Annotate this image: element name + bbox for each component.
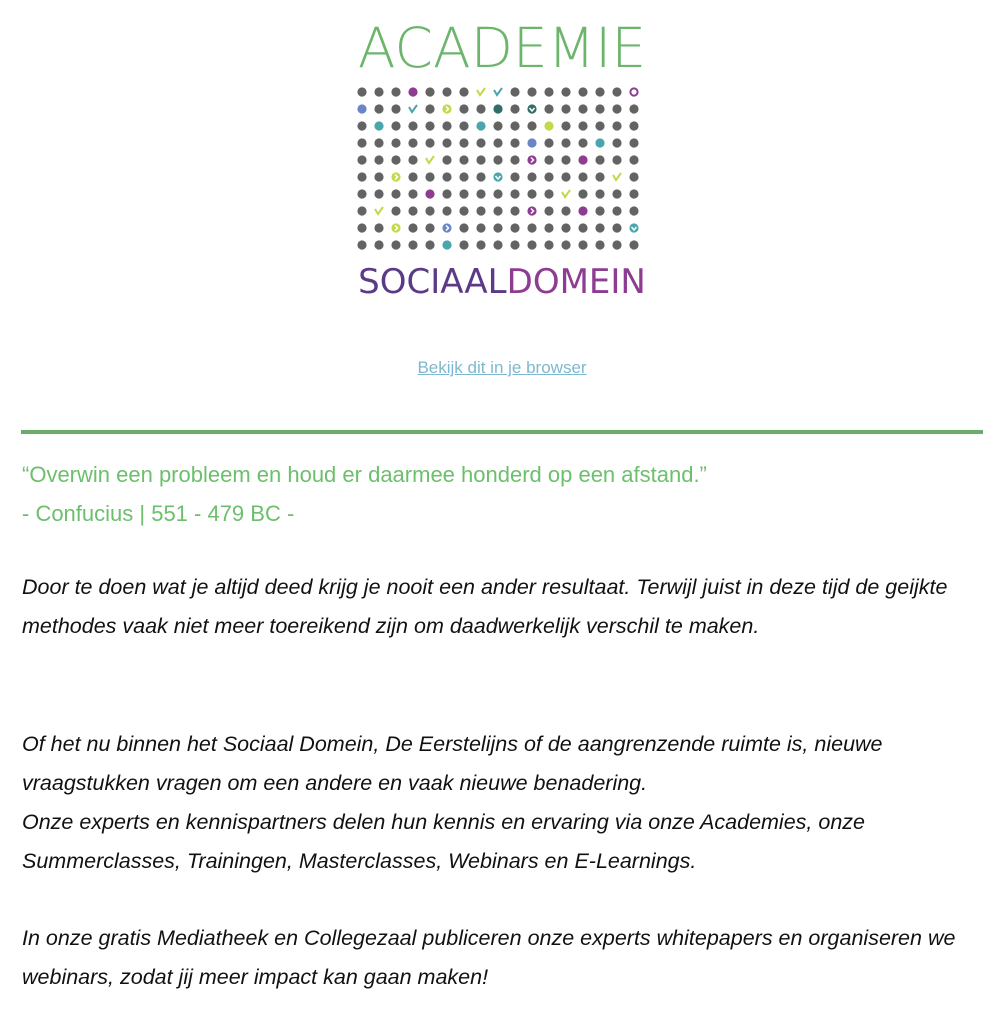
logo-dot bbox=[391, 121, 400, 130]
logo-dot bbox=[425, 104, 434, 113]
logo-subtitle-domein: DOMEIN bbox=[506, 262, 646, 302]
logo-dot bbox=[510, 206, 519, 215]
logo-dot bbox=[510, 240, 519, 249]
logo-check-mark bbox=[426, 156, 434, 163]
logo-dot bbox=[425, 206, 434, 215]
logo-dot bbox=[578, 223, 587, 232]
logo-dot bbox=[595, 87, 604, 96]
logo-dot bbox=[408, 155, 417, 164]
logo-dot bbox=[442, 87, 451, 96]
logo-dot bbox=[544, 172, 553, 181]
logo-dot bbox=[425, 240, 434, 249]
logo-dot bbox=[578, 138, 587, 147]
logo-dot bbox=[510, 189, 519, 198]
logo-dot bbox=[459, 240, 468, 249]
logo-dot bbox=[612, 121, 621, 130]
logo-dot bbox=[493, 121, 502, 130]
logo-dot bbox=[391, 223, 400, 232]
logo-dot bbox=[357, 138, 366, 147]
logo-dot bbox=[391, 206, 400, 215]
logo-dot bbox=[459, 121, 468, 130]
logo-dot bbox=[374, 240, 383, 249]
logo-dot bbox=[629, 172, 638, 181]
logo-check-mark bbox=[409, 105, 417, 112]
logo-dot bbox=[510, 121, 519, 130]
logo-dot bbox=[357, 223, 366, 232]
logo-dot bbox=[476, 155, 485, 164]
logo-dot bbox=[561, 172, 570, 181]
logo-dot bbox=[595, 155, 604, 164]
logo-dot bbox=[374, 223, 383, 232]
logo-dot bbox=[544, 206, 553, 215]
logo-dot bbox=[459, 87, 468, 96]
logo-dot bbox=[527, 104, 536, 113]
green-divider bbox=[21, 430, 983, 434]
logo-check-mark bbox=[375, 207, 383, 214]
logo-subtitle bbox=[0, 262, 1004, 302]
logo-dot bbox=[425, 172, 434, 181]
logo-dot bbox=[612, 223, 621, 232]
approach-line-1: Of het nu binnen het Sociaal Domein, De Eerstelijns of de aangrenzende ruimte is, nieuwe vraagstukken vragen om een andere en vaak nieuwe benadering. bbox=[22, 732, 883, 795]
logo-dot bbox=[578, 240, 587, 249]
logo-dot bbox=[391, 104, 400, 113]
logo-check-mark bbox=[494, 88, 502, 95]
logo-dot bbox=[578, 121, 587, 130]
logo-dot bbox=[578, 155, 587, 164]
logo-dot bbox=[442, 172, 451, 181]
logo-dot bbox=[578, 87, 587, 96]
logo-dot bbox=[561, 206, 570, 215]
view-in-browser-link[interactable]: Bekijk dit in je browser bbox=[417, 358, 587, 377]
logo-dot bbox=[527, 87, 536, 96]
logo-dot bbox=[425, 87, 434, 96]
logo-dot bbox=[459, 206, 468, 215]
logo-dot bbox=[493, 223, 502, 232]
intro-paragraph: Door te doen wat je altijd deed krijg je nooit een ander resultaat. Terwijl juist in deze tijd de geijkte methodes vaak niet meer toereikend zijn om daadwerkelijk verschil te maken. bbox=[22, 575, 948, 638]
quote-author: - Confucius | 551 - 479 BC - bbox=[22, 501, 295, 526]
logo-dot bbox=[493, 138, 502, 147]
logo-dot bbox=[442, 206, 451, 215]
logo-dot bbox=[425, 189, 434, 198]
logo-dot bbox=[357, 189, 366, 198]
logo-dot bbox=[544, 240, 553, 249]
logo-dot bbox=[595, 121, 604, 130]
logo-dot bbox=[561, 155, 570, 164]
logo-dot bbox=[493, 104, 502, 113]
logo-dot bbox=[391, 155, 400, 164]
logo-dot bbox=[442, 240, 451, 249]
logo-dot bbox=[357, 172, 366, 181]
logo-dot bbox=[544, 121, 553, 130]
logo-dot bbox=[612, 155, 621, 164]
logo-dot bbox=[493, 172, 502, 181]
logo-dot bbox=[629, 138, 638, 147]
logo-dot bbox=[374, 172, 383, 181]
logo-dot bbox=[391, 189, 400, 198]
academie-logo bbox=[0, 0, 1004, 320]
logo-dot bbox=[629, 223, 638, 232]
logo-dot bbox=[595, 172, 604, 181]
logo-dot bbox=[595, 206, 604, 215]
logo-dot bbox=[629, 104, 638, 113]
logo-dot bbox=[612, 206, 621, 215]
logo-dot bbox=[391, 87, 400, 96]
mediatheek-paragraph: In onze gratis Mediatheek en Collegezaal publiceren onze experts whitepapers en organiseren we webinars, zodat jij meer impact kan gaan maken! bbox=[22, 926, 956, 989]
logo-dot bbox=[612, 104, 621, 113]
logo-dot bbox=[476, 172, 485, 181]
logo-dot bbox=[561, 104, 570, 113]
logo-dot bbox=[442, 189, 451, 198]
logo-dot bbox=[510, 172, 519, 181]
logo-dot bbox=[630, 88, 637, 95]
logo-dot bbox=[629, 206, 638, 215]
logo-dot bbox=[561, 240, 570, 249]
logo-dot bbox=[374, 87, 383, 96]
logo-dot-grid bbox=[356, 84, 656, 254]
logo-dot bbox=[442, 223, 451, 232]
logo-dot bbox=[459, 104, 468, 113]
logo-dot bbox=[527, 172, 536, 181]
logo-title-academie: ACADEMIE bbox=[357, 16, 647, 80]
logo-dot bbox=[595, 104, 604, 113]
logo-dot bbox=[442, 104, 451, 113]
logo-dot bbox=[357, 121, 366, 130]
logo-dot bbox=[578, 206, 587, 215]
logo-dot bbox=[629, 155, 638, 164]
logo-dot bbox=[595, 223, 604, 232]
logo-dot bbox=[527, 206, 536, 215]
logo-check-mark bbox=[613, 173, 621, 180]
logo-dot bbox=[459, 172, 468, 181]
logo-dot bbox=[425, 223, 434, 232]
logo-dot bbox=[578, 189, 587, 198]
logo-dot bbox=[544, 104, 553, 113]
logo-dot bbox=[476, 138, 485, 147]
logo-dot bbox=[374, 121, 383, 130]
logo-dot bbox=[544, 223, 553, 232]
logo-dot bbox=[544, 87, 553, 96]
logo-dot bbox=[391, 138, 400, 147]
logo-dot bbox=[527, 121, 536, 130]
logo-dot bbox=[544, 138, 553, 147]
logo-dot bbox=[595, 240, 604, 249]
logo-dot bbox=[595, 138, 604, 147]
logo-dot bbox=[357, 104, 366, 113]
logo-dot bbox=[493, 240, 502, 249]
logo-dot bbox=[459, 138, 468, 147]
logo-dot bbox=[357, 87, 366, 96]
logo-dot bbox=[510, 155, 519, 164]
logo-dot bbox=[629, 121, 638, 130]
logo-dot bbox=[425, 121, 434, 130]
logo-dot bbox=[527, 223, 536, 232]
logo-dot bbox=[374, 104, 383, 113]
logo-dot bbox=[510, 223, 519, 232]
logo-dot bbox=[408, 87, 417, 96]
logo-dot bbox=[476, 104, 485, 113]
logo-dot bbox=[442, 155, 451, 164]
logo-dot bbox=[408, 240, 417, 249]
logo-dot bbox=[578, 172, 587, 181]
logo-dot bbox=[408, 206, 417, 215]
logo-dot bbox=[612, 87, 621, 96]
logo-dot bbox=[510, 138, 519, 147]
logo-dot bbox=[425, 138, 434, 147]
logo-dot bbox=[527, 240, 536, 249]
logo-dot bbox=[595, 189, 604, 198]
logo-dot bbox=[442, 121, 451, 130]
logo-dot bbox=[629, 189, 638, 198]
logo-dot bbox=[408, 172, 417, 181]
logo-check-mark bbox=[562, 190, 570, 197]
logo-dot bbox=[476, 240, 485, 249]
logo-dot bbox=[374, 138, 383, 147]
logo-dot bbox=[476, 121, 485, 130]
logo-dot bbox=[510, 87, 519, 96]
logo-check-mark bbox=[477, 88, 485, 95]
logo-dot bbox=[527, 189, 536, 198]
logo-subtitle-sociaal: SOCIAAL bbox=[358, 262, 507, 302]
logo-dot bbox=[374, 155, 383, 164]
logo-dot bbox=[612, 138, 621, 147]
approach-line-2: Onze experts en kennispartners delen hun kennis en ervaring via onze Academies, onze Summerclasses, Trainingen, Masterclasses, Webinars en E-Learnings. bbox=[22, 810, 865, 873]
logo-dot bbox=[578, 104, 587, 113]
approach-paragraph bbox=[22, 725, 992, 881]
logo-dot bbox=[510, 104, 519, 113]
quote-text: “Overwin een probleem en houd er daarmee honderd op een afstand.” bbox=[22, 462, 707, 487]
logo-dot bbox=[493, 155, 502, 164]
logo-dot bbox=[493, 189, 502, 198]
logo-dot bbox=[408, 223, 417, 232]
logo-dot bbox=[493, 206, 502, 215]
quote-block bbox=[22, 455, 982, 533]
logo-dot bbox=[544, 155, 553, 164]
logo-dot bbox=[391, 240, 400, 249]
logo-dot bbox=[527, 155, 536, 164]
logo-dot bbox=[357, 206, 366, 215]
logo-dot bbox=[459, 189, 468, 198]
logo-dot bbox=[476, 206, 485, 215]
logo-dot bbox=[391, 172, 400, 181]
logo-dot bbox=[561, 87, 570, 96]
logo-dot bbox=[544, 189, 553, 198]
logo-dot bbox=[612, 189, 621, 198]
logo-dot bbox=[442, 138, 451, 147]
logo-dot bbox=[408, 189, 417, 198]
logo-dot bbox=[476, 189, 485, 198]
logo-dot bbox=[629, 240, 638, 249]
logo-dot bbox=[357, 240, 366, 249]
logo-dot bbox=[527, 138, 536, 147]
logo-dot bbox=[459, 223, 468, 232]
logo-dot bbox=[374, 189, 383, 198]
logo-dot bbox=[408, 121, 417, 130]
logo-dot bbox=[612, 240, 621, 249]
logo-dot bbox=[561, 121, 570, 130]
logo-dot bbox=[561, 223, 570, 232]
logo-dot bbox=[561, 138, 570, 147]
logo-dot bbox=[476, 223, 485, 232]
logo-dot bbox=[459, 155, 468, 164]
logo-dot bbox=[357, 155, 366, 164]
logo-dot bbox=[408, 138, 417, 147]
